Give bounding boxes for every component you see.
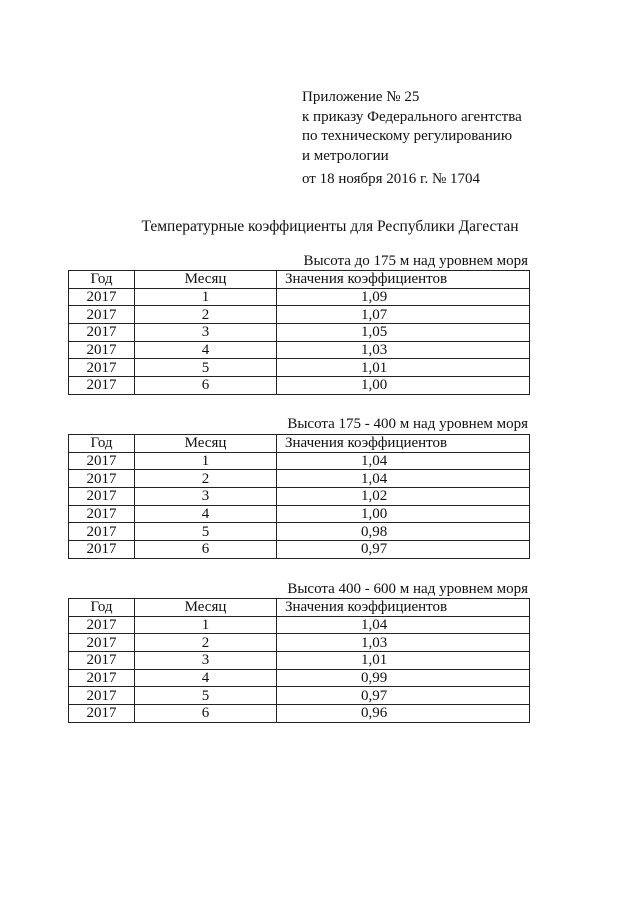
cell-year: 2017 <box>69 324 135 342</box>
table-row <box>69 488 530 506</box>
table-row <box>69 377 530 395</box>
cell-month: 2 <box>135 634 277 652</box>
table-row <box>69 359 530 377</box>
cell-value: 0,99 <box>277 669 530 687</box>
cell-value: 1,04 <box>277 470 530 488</box>
header-value: Значения коэффициентов <box>277 435 530 453</box>
cell-value: 1,03 <box>277 634 530 652</box>
appendix-line: и метрологии <box>302 147 389 164</box>
cell-month: 2 <box>135 306 277 324</box>
cell-year: 2017 <box>69 541 135 559</box>
cell-year: 2017 <box>69 652 135 670</box>
header-value: Значения коэффициентов <box>277 599 530 617</box>
header-value: Значения коэффициентов <box>277 271 530 289</box>
cell-value: 1,00 <box>277 505 530 523</box>
table-row <box>69 705 530 723</box>
cell-month: 3 <box>135 324 277 342</box>
table-header-row <box>69 599 530 617</box>
table-row <box>69 306 530 324</box>
header-year: Год <box>69 599 135 617</box>
cell-month: 5 <box>135 359 277 377</box>
cell-year: 2017 <box>69 470 135 488</box>
table-row <box>69 470 530 488</box>
cell-value: 1,04 <box>277 616 530 634</box>
table-row <box>69 324 530 342</box>
coefficient-table <box>68 270 530 395</box>
table-row <box>69 634 530 652</box>
table-header-row <box>69 435 530 453</box>
cell-value: 1,04 <box>277 452 530 470</box>
cell-value: 1,09 <box>277 288 530 306</box>
table-row <box>69 452 530 470</box>
cell-month: 4 <box>135 505 277 523</box>
table-header-row <box>69 271 530 289</box>
cell-year: 2017 <box>69 377 135 395</box>
cell-year: 2017 <box>69 687 135 705</box>
cell-year: 2017 <box>69 616 135 634</box>
cell-value: 1,01 <box>277 359 530 377</box>
cell-month: 2 <box>135 470 277 488</box>
header-year: Год <box>69 435 135 453</box>
cell-year: 2017 <box>69 669 135 687</box>
cell-value: 1,01 <box>277 652 530 670</box>
cell-value: 0,97 <box>277 687 530 705</box>
table-row <box>69 505 530 523</box>
appendix-line: Приложение № 25 <box>302 89 420 105</box>
cell-month: 4 <box>135 341 277 359</box>
header-month: Месяц <box>135 271 277 289</box>
cell-value: 1,05 <box>277 324 530 342</box>
table-row <box>69 288 530 306</box>
appendix-line: по техническому регулированию <box>302 128 513 144</box>
cell-year: 2017 <box>69 505 135 523</box>
cell-year: 2017 <box>69 705 135 723</box>
table-row <box>69 341 530 359</box>
cell-value: 0,97 <box>277 541 530 559</box>
coefficient-table <box>68 598 530 723</box>
cell-month: 6 <box>135 705 277 723</box>
cell-year: 2017 <box>69 523 135 541</box>
table-row <box>69 541 530 559</box>
cell-year: 2017 <box>69 452 135 470</box>
header-month: Месяц <box>135 435 277 453</box>
cell-year: 2017 <box>69 288 135 306</box>
appendix-line: от 18 ноября 2016 г. № 1704 <box>302 171 481 187</box>
table-row <box>69 652 530 670</box>
document-title: Температурные коэффициенты для Республики Дагестан <box>141 218 519 235</box>
cell-year: 2017 <box>69 359 135 377</box>
cell-year: 2017 <box>69 488 135 506</box>
table-row <box>69 616 530 634</box>
cell-year: 2017 <box>69 634 135 652</box>
cell-year: 2017 <box>69 341 135 359</box>
coefficient-table <box>68 434 530 559</box>
cell-value: 0,96 <box>277 705 530 723</box>
cell-month: 4 <box>135 669 277 687</box>
cell-month: 5 <box>135 523 277 541</box>
appendix-line: к приказу Федерального агентства <box>302 108 522 125</box>
cell-month: 1 <box>135 616 277 634</box>
header-month: Месяц <box>135 599 277 617</box>
cell-month: 6 <box>135 541 277 559</box>
cell-value: 1,07 <box>277 306 530 324</box>
cell-value: 1,00 <box>277 377 530 395</box>
cell-month: 1 <box>135 288 277 306</box>
cell-value: 0,98 <box>277 523 530 541</box>
cell-year: 2017 <box>69 306 135 324</box>
altitude-label: Высота 175 - 400 м над уровнем моря <box>287 416 528 432</box>
cell-month: 3 <box>135 488 277 506</box>
cell-month: 1 <box>135 452 277 470</box>
cell-value: 1,02 <box>277 488 530 506</box>
cell-month: 3 <box>135 652 277 670</box>
cell-month: 6 <box>135 377 277 395</box>
cell-month: 5 <box>135 687 277 705</box>
table-row <box>69 669 530 687</box>
table-row <box>69 523 530 541</box>
altitude-label: Высота до 175 м над уровнем моря <box>303 253 528 269</box>
header-year: Год <box>69 271 135 289</box>
altitude-label: Высота 400 - 600 м над уровнем моря <box>287 581 528 597</box>
table-row <box>69 687 530 705</box>
appendix-block <box>302 88 522 190</box>
cell-value: 1,03 <box>277 341 530 359</box>
